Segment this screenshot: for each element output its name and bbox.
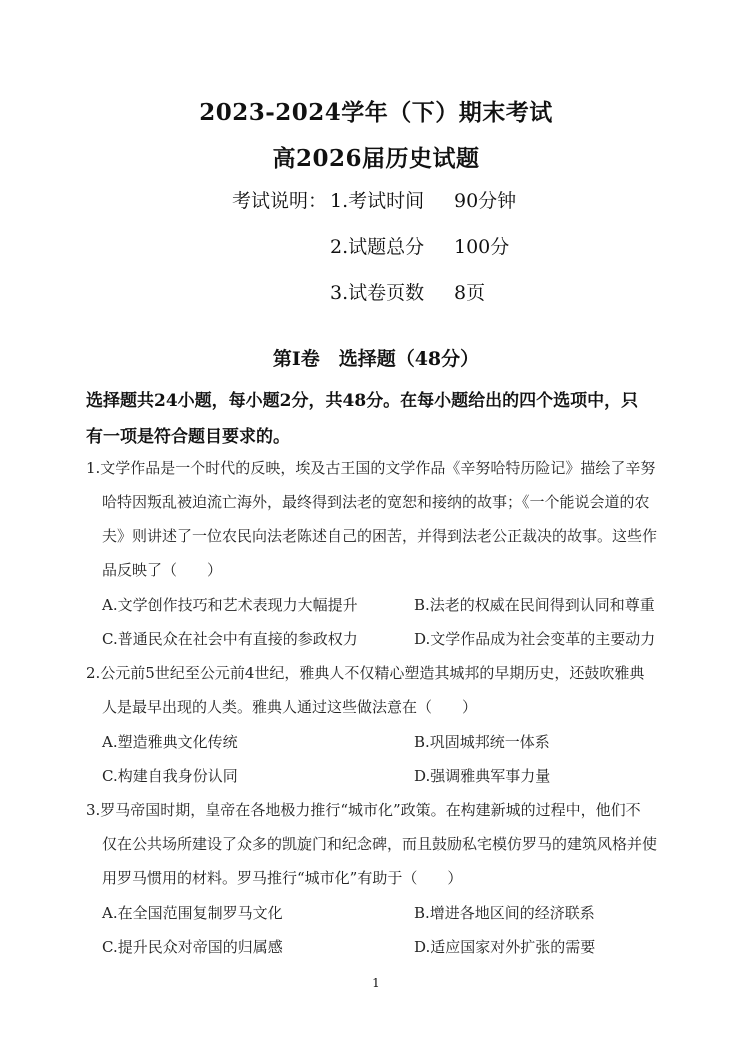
- question-3-option-a: A.在全国范围复制罗马文化: [102, 904, 283, 922]
- question-1-line: 1.文学作品是一个时代的反映，埃及古王国的文学作品《辛努哈特历险记》描绘了辛努: [86, 459, 656, 477]
- exam-notes-label: 考试说明：: [232, 190, 328, 212]
- question-2-option-d: D.强调雅典军事力量: [414, 767, 551, 785]
- question-3-option-b: B.增进各地区间的经济联系: [414, 904, 595, 922]
- section-instructions-line: 选择题共24小题，每小题2分，共48分。在每小题给出的四个选项中，只: [86, 391, 639, 411]
- question-3-option-d: D.适应国家对外扩张的需要: [414, 938, 596, 956]
- question-1-option-b: B.法老的权威在民间得到认同和尊重: [414, 596, 655, 614]
- question-1-option-a: A.文学创作技巧和艺术表现力大幅提升: [102, 596, 358, 614]
- exam-note-time: [330, 186, 517, 213]
- question-3-line: 用罗马惯用的材料。罗马推行“城市化”有助于（ ）: [102, 869, 463, 887]
- note-value: 100分: [454, 236, 510, 258]
- exam-title: 2023-2024学年（下）期末考试: [199, 99, 553, 126]
- note-text: 1.考试时间: [330, 190, 425, 212]
- question-1-option-c: C.普通民众在社会中有直接的参政权力: [102, 630, 358, 648]
- note-value: 90分钟: [454, 190, 517, 212]
- page-number: 1: [372, 976, 380, 990]
- question-2-line: 人是最早出现的人类。雅典人通过这些做法意在（ ）: [102, 698, 478, 716]
- section-title: 第Ⅰ卷 选择题（48分）: [272, 348, 480, 370]
- question-1-line: 哈特因叛乱被迫流亡海外，最终得到法老的宽恕和接纳的故事；《一个能说会道的农: [102, 493, 650, 511]
- note-text: 2.试题总分: [330, 236, 425, 258]
- question-1-line: 夫》则讲述了一位农民向法老陈述自己的困苦，并得到法老公正裁决的故事。这些作: [102, 527, 658, 545]
- exam-note-score: [330, 232, 510, 259]
- section-instructions-line: 有一项是符合题目要求的。: [86, 427, 290, 447]
- question-1-option-d: D.文学作品成为社会变革的主要动力: [414, 630, 656, 648]
- question-3-option-c: C.提升民众对帝国的归属感: [102, 938, 283, 956]
- question-1-line: 品反映了（ ）: [102, 561, 223, 579]
- note-text: 3.试卷页数: [330, 282, 425, 304]
- exam-subtitle: 高2026届历史试题: [272, 145, 480, 172]
- question-3-line: 仅在公共场所建设了众多的凯旋门和纪念碑，而且鼓励私宅模仿罗马的建筑风格并使: [102, 835, 658, 853]
- question-2-line: 2.公元前5世纪至公元前4世纪，雅典人不仅精心塑造其城邦的早期历史，还鼓吹雅典: [86, 664, 645, 682]
- question-2-option-a: A.塑造雅典文化传统: [102, 733, 238, 751]
- exam-note-pages: [330, 278, 486, 305]
- question-3-line: 3.罗马帝国时期，皇帝在各地极力推行“城市化”政策。在构建新城的过程中，他们不: [86, 801, 641, 819]
- question-2-option-b: B.巩固城邦统一体系: [414, 733, 550, 751]
- question-2-option-c: C.构建自我身份认同: [102, 767, 238, 785]
- note-value: 8页: [454, 282, 486, 304]
